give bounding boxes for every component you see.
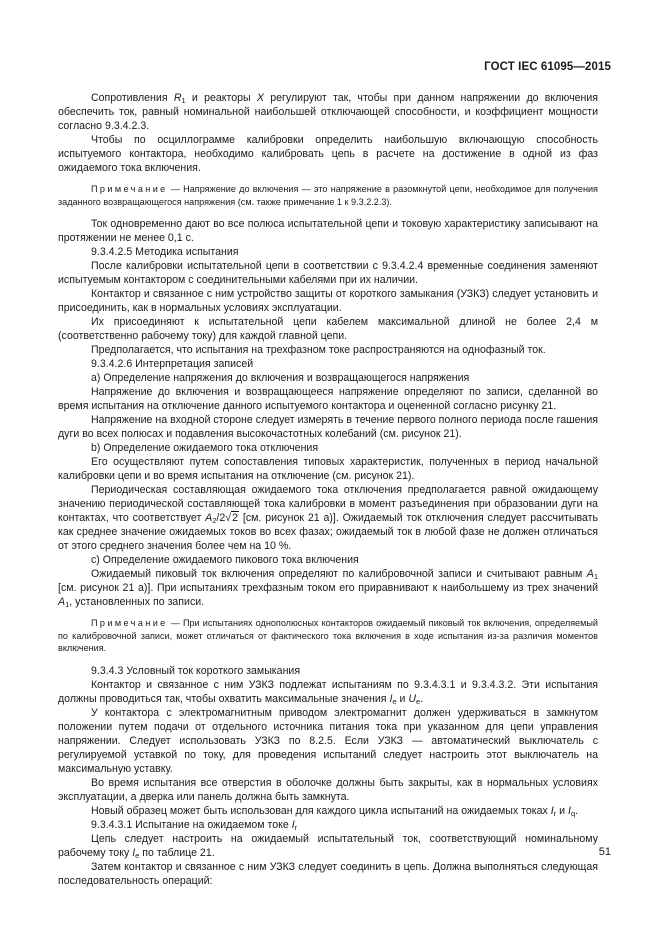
paragraph-three-phase: Предполагается, что испытания на трехфазном токе распространяются на однофазный ток. <box>91 344 546 356</box>
paragraph-calibration: Чтобы по осциллограмме калибровки определить наибольшую включающую способность испытуемого контактора, необходимо калибровать цепь в расчете на достижение в одной из фаз ожидаемого тока включения. <box>58 134 598 174</box>
heading-item-a: a) Определение напряжения до включения и возвращающегося напряжения <box>91 372 470 384</box>
document-body <box>58 91 598 888</box>
paragraph-new-sample: Новый образец может быть использован для каждого цикла испытаний на ожидаемых токах $I_r$ и $I_q$. <box>91 804 579 818</box>
paragraph-peak-current: Ожидаемый пиковый ток включения определяют по калибровочной записи и считывают равным $A_1$ [см. рисунок 21 а)]. При испытаниях трехфазным током его приравнивают к наибольшему из трех значений $A_1$, установленных по записи. <box>58 568 598 609</box>
page-number: 51 <box>598 846 611 858</box>
heading-9-3-4-2-6: 9.3.4.2.6 Интерпретация записей <box>91 358 254 370</box>
heading-9-3-4-3-1: 9.3.4.3.1 Испытание на ожидаемом токе $I_r$ <box>91 818 298 832</box>
paragraph-circuit-setup: Цепь следует настроить на ожидаемый испытательный ток, соответствующий номинальному рабочему току $I_e$ по таблице 21. <box>58 832 598 860</box>
paragraph-sequence: Затем контактор и связанное с ним УЗКЗ следует соединить в цепь. Должна выполняться следующая последовательность операций: <box>58 860 598 887</box>
paragraph-contactor-scpd: Контактор и связанное с ним устройство защиты от короткого замыкания (УЗКЗ) следует установить и присоединить, как в нормальных условиях эксплуатации. <box>58 288 598 314</box>
paragraph-enclosure: Во время испытания все отверстия в оболочке должны быть закрыты, как в нормальных условиях эксплуатации, а дверка или панель должна быть замкнута. <box>58 776 598 803</box>
paragraph-voltage-record: Напряжение до включения и возвращающееся напряжение определяют по записи, сделанной во время испытания на отключение данного испытуемого контактора и оцененной согласно рисунку 21. <box>58 386 598 412</box>
note-single-pole: Примечание — При испытаниях однополюсных контакторов ожидаемый пиковый ток включения, определяемый по калибровочной записи, может отличаться от фактического тока включения в ходе испытания из-за различия моментов включения. <box>58 618 598 653</box>
heading-item-c: c) Определение ожидаемого пикового тока включения <box>91 554 359 566</box>
heading-9-3-4-3: 9.3.4.3 Условный ток короткого замыкания <box>91 664 301 677</box>
paragraph-electromagnet: У контактора с электромагнитным приводом электромагнит должен удерживаться в замкнутом положении путем подачи от отдельного источника питания тока при указанном для цепи управления напряжении. Следует использовать УЗКЗ по 8.2.5. Если УЗКЗ — автоматический выключатель с регулируемой уставкой по току, для проведения испытаний следует настроить этот выключатель на максимальную уставку. <box>58 706 598 775</box>
paragraph-input-voltage: Напряжение на входной стороне следует измерять в течение первого полного периода после гашения дуги во всех полюсах и подавления высокочастотных колебаний (см. рисунок 21). <box>58 414 598 440</box>
document-standard-header: ГОСТ IEC 61095—2015 <box>484 61 611 73</box>
paragraph-comparison: Его осуществляют путем сопоставления типовых характеристик, полученных в период начальной калибровки цепи и во время испытания на отключение (см. рисунок 21). <box>58 456 598 482</box>
paragraph-scpd-tests: Контактор и связанное с ним УЗКЗ подлежат испытаниям по 9.3.4.3.1 и 9.3.4.3.2. Эти испытания должны проводиться так, чтобы охватить максимальные значения $I_e$ и $U_e$. <box>58 678 598 706</box>
paragraph-current-all-poles: Ток одновременно дают во все полюса испытательной цепи и токовую характеристику записывают на протяжении не менее 0,1 с. <box>58 218 598 244</box>
heading-item-b: b) Определение ожидаемого тока отключения <box>91 442 319 454</box>
note-prearc-voltage: Примечание — Напряжение до включения — это напряжение в разомкнутой цепи, необходимое для получения заданного возвращающегося напряжения (см. также примечание 1 к 9.3.2.2.3). <box>58 184 598 207</box>
paragraph-cable-length: Их присоединяют к испытательной цепи кабелем максимальной длиной не более 2,4 м (соответственно рабочему току) для каждой главной цепи. <box>58 316 598 342</box>
paragraph-resistors: Сопротивления $R_1$ и реакторы X регулируют так, чтобы при данном напряжении до включения обеспечить ток, равный номинальной наибольшей отключающей способности, и коэффициент мощности согласно 9.3.4.2.3. <box>58 92 598 132</box>
paragraph-periodic-component: Периодическая составляющая ожидаемого тока отключения предполагается равной ожидающему значению периодической составляющей тока калибровки в момент разъединения при образовании дуги на контактах, что соответствует $A_2/2√2$ [см. рисунок 21 а)]. Ожидаемый ток отключения следует рассчитывать как среднее значение ожидаемых токов во всех фазах; ожидаемый ток в любой фазе не должен отличаться от этого среднего значения более чем на 10 %. <box>58 484 598 552</box>
paragraph-after-calibration: После калибровки испытательной цепи в соответствии с 9.3.4.2.4 временные соединения заменяют испытуемым контактором с соединительными кабелями при их наличии. <box>58 260 598 286</box>
heading-9-3-4-2-5: 9.3.4.2.5 Методика испытания <box>91 246 239 258</box>
